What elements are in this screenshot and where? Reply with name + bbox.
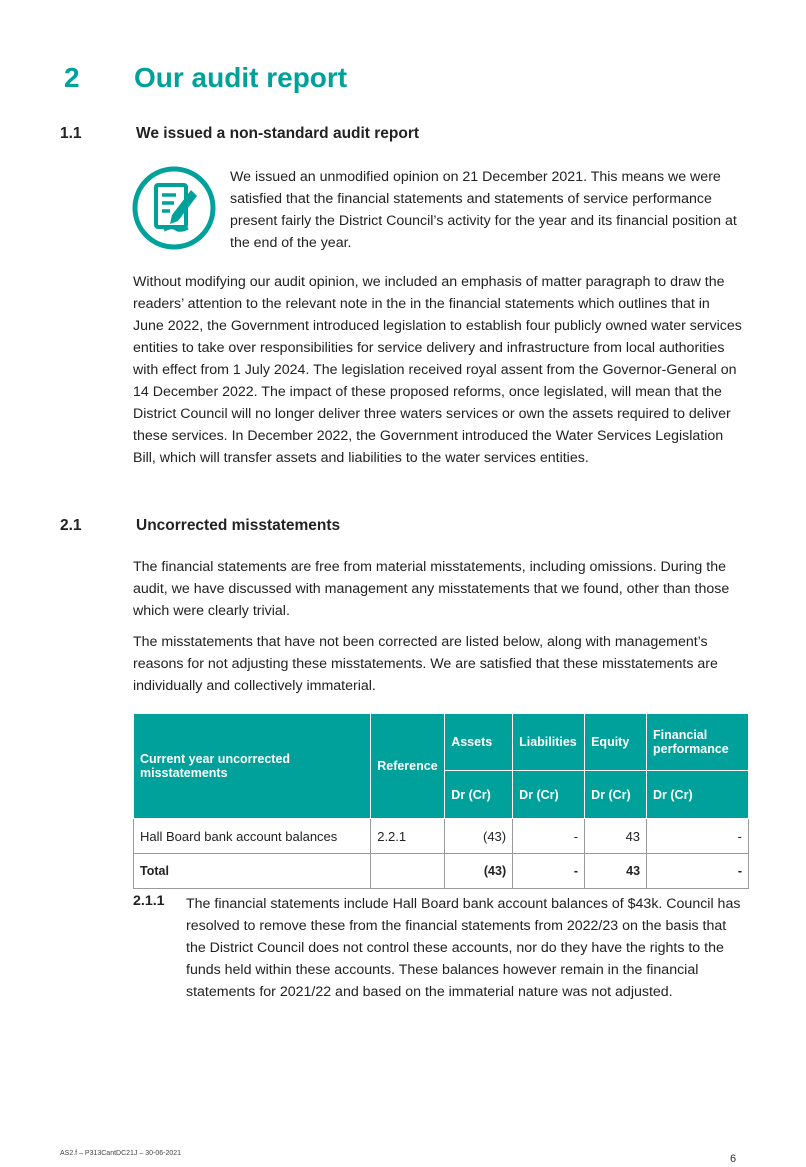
total-financial-performance: - <box>647 854 749 889</box>
section-title: We issued a non-standard audit report <box>136 125 420 142</box>
total-assets: (43) <box>445 854 513 889</box>
total-equity: 43 <box>585 854 647 889</box>
heading-title: Our audit report <box>134 62 348 93</box>
row-description: Hall Board bank account balances <box>134 819 371 854</box>
row-equity: 43 <box>585 819 647 854</box>
row-reference: 2.2.1 <box>371 819 445 854</box>
misstatements-paragraph-1: The financial statements are free from material misstatements, including omissions. During the audit, we have discussed with management any misstatements that we found, other than those which were clearly trivial. <box>133 559 730 619</box>
subheader-financial-performance: Dr (Cr) <box>647 771 749 819</box>
note-2-1-1-text: The financial statements include Hall Board bank account balances of $43k. Council has resolved to remove these from the financial statements from 2022/23 on the basis that the District Council does not control these accounts, nor do they have the rights to the funds held within these accounts. These balances however remain in the financial statements for 2021/22 and based on the immaterial nature was not adjusted. <box>186 896 741 1000</box>
section-number: 1.1 <box>60 125 82 142</box>
uncorrected-misstatements-table <box>133 713 749 889</box>
row-liabilities: - <box>513 819 585 854</box>
header-description: Current year uncorrected misstatements <box>134 714 371 819</box>
heading-number: 2 <box>64 62 80 93</box>
total-row <box>134 854 749 889</box>
total-label: Total <box>134 854 371 889</box>
misstatements-paragraph-2: The misstatements that have not been corrected are listed below, along with management’s reasons for not adjusting these misstatements. We are satisfied that these misstatements are individually and collectively immaterial. <box>133 634 718 694</box>
table-row <box>134 819 749 854</box>
section-number: 2.1 <box>60 517 82 534</box>
note-number: 2.1.1 <box>133 893 165 909</box>
row-financial-performance: - <box>647 819 749 854</box>
header-equity: Equity <box>585 714 647 771</box>
header-reference: Reference <box>371 714 445 819</box>
audit-opinion-intro: We issued an unmodified opinion on 21 December 2021. This means we were satisfied that the financial statements and statements of service performance present fairly the District Council’s activity for the year and its financial position at the end of the year. <box>230 169 737 251</box>
document-with-pen-icon <box>132 166 216 250</box>
footer-reference: AS2.f – P313CantDC21J – 30-06-2021 <box>60 1150 182 1157</box>
subheader-liabilities: Dr (Cr) <box>513 771 585 819</box>
header-assets: Assets <box>445 714 513 771</box>
total-liabilities: - <box>513 854 585 889</box>
subheader-equity: Dr (Cr) <box>585 771 647 819</box>
section-title: Uncorrected misstatements <box>136 517 341 534</box>
header-financial-performance: Financial performance <box>647 714 749 771</box>
subheader-assets: Dr (Cr) <box>445 771 513 819</box>
header-liabilities: Liabilities <box>513 714 585 771</box>
total-reference <box>371 854 445 889</box>
emphasis-of-matter-paragraph: Without modifying our audit opinion, we included an emphasis of matter paragraph to draw the readers’ attention to the relevant note in the in the financial statements which outlines that in June 2022, the Government introduced legislation to establish four publicly owned water services entities to take over responsibilities for service delivery and infrastructure from local authorities with effect from 1 July 2024. The legislation received royal assent from the Governor-General on 14 December 2022. The impact of these proposed reforms, once legislated, will mean that the District Council will no longer deliver three waters services or own the assets required to deliver these services. In December 2022, the Government introduced the Water Services Legislation Bill, which will transfer assets and liabilities to the water services entities. <box>133 274 742 466</box>
page-number: 6 <box>730 1153 737 1165</box>
row-assets: (43) <box>445 819 513 854</box>
